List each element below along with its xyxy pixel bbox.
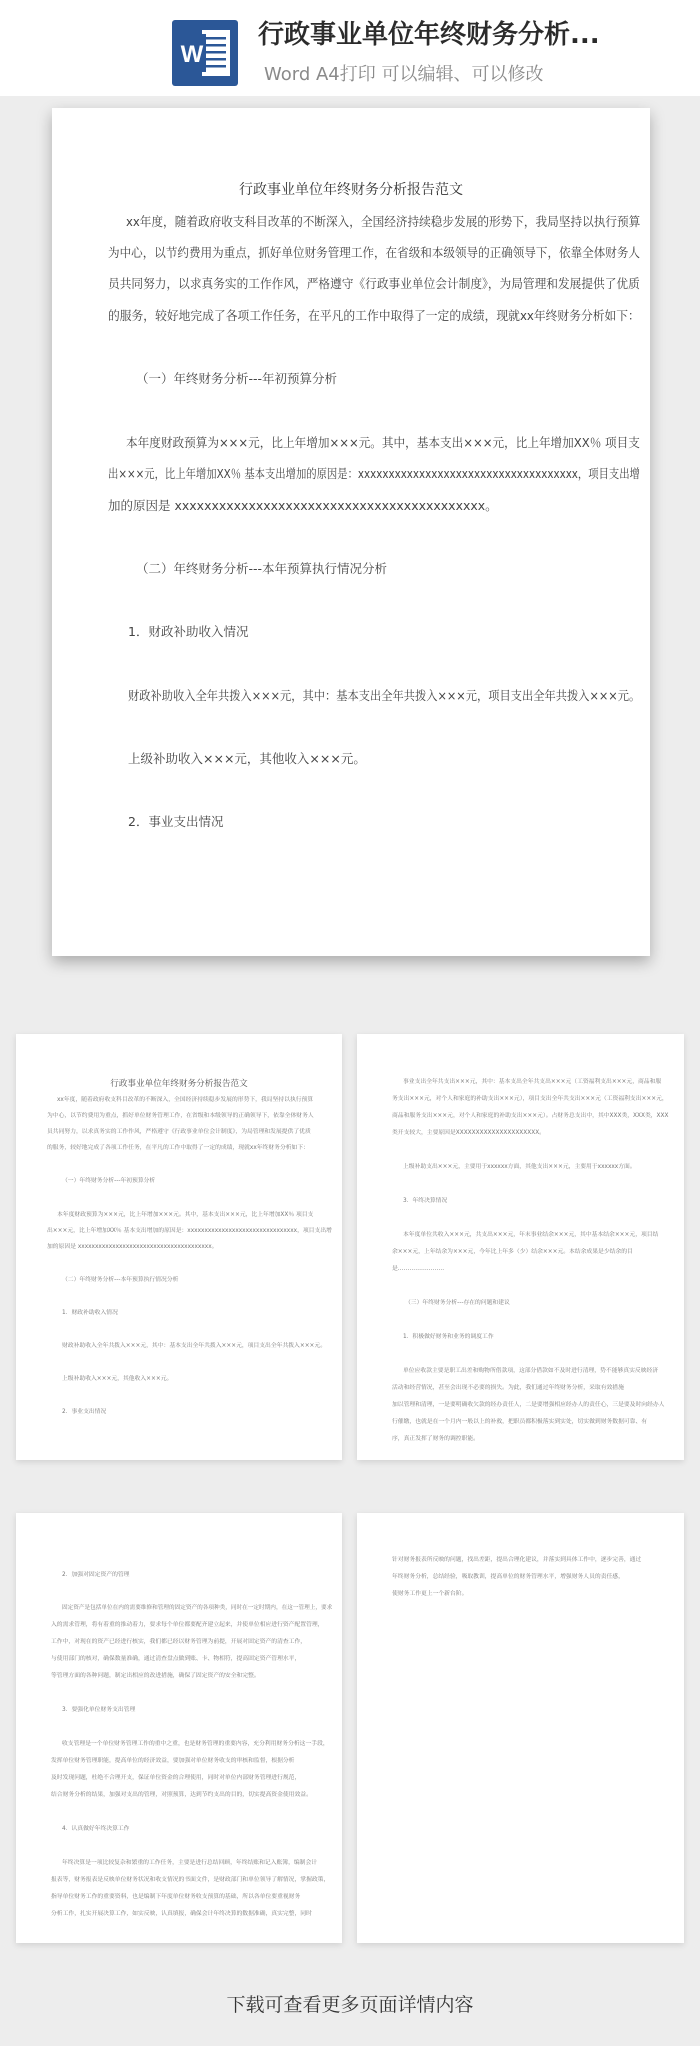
thumbnail-page-4 [357, 1513, 684, 1943]
thumbnail-line: 入的需求管理，将有着重的推动着力，要求每个单位都要配齐建立起来，并使单位相应进行资产配置管理， [51, 1622, 324, 1628]
thumbnail-line: 2．加强对固定资产的管理 [62, 1572, 130, 1578]
thumbnail-page-2 [357, 1034, 684, 1460]
thumbnail-line: 使财务工作更上一个新台阶。 [392, 1591, 468, 1597]
thumbnail-line: 单位应收款主要是职工出差和购物所借款项，这部分借款如不及时进行清理，势不能够真实反映经济 [403, 1368, 659, 1374]
thumbnail-line: 及时发现问题，杜绝不合理开支，保证单位资金的合理使用，同时对单位内部财务管理进行规范， [51, 1775, 301, 1781]
thumbnail-line: （一）年终财务分析---年初预算分析 [62, 1178, 156, 1184]
thumbnail-line: xx年度，随着政府收支科目改革的不断深入，全国经济持续稳步发展的形势下，我局坚持以执行预算 [57, 1097, 314, 1103]
section-heading: （一）年终财务分析---年初预算分析 [136, 371, 338, 386]
thumbnail-line: 4．认真做好年终决算工作 [62, 1826, 130, 1832]
thumbnail-line: 等管理方面的各种问题，制定出相应的改进措施，确保了固定资产的安全和完整。 [51, 1673, 260, 1679]
thumbnail-line: 余×××元，上年结余为×××元，今年比上年多（少）结余×××元。本结余成果是少结余的目 [392, 1249, 633, 1255]
thumbnail-line: （二）年终财务分析---本年预算执行情况分析 [62, 1277, 179, 1283]
thumbnail-line: 固定资产是包括单位在内的需要维修和管理的固定资产的各项种类，同时在一定时期内，在这一管理上，要求 [62, 1605, 333, 1611]
thumbnail-line: 1．积极做好财务和业务的调度工作 [403, 1334, 494, 1340]
subsection-heading: 1．财政补助收入情况 [128, 624, 249, 639]
thumbnail-line: 报表等，财务报表是反映单位财务状况和收支情况的书面文件，是财政部门和单位领导了解情况，掌握政策， [51, 1877, 330, 1883]
paragraph-line: 的服务，较好地完成了各项工作任务，在平凡的工作中取得了一定的成绩，现就xx年终财务分析如下： [108, 308, 640, 323]
thumbnail-line: 1．财政补助收入情况 [62, 1310, 118, 1316]
page-title: 行政事业单位年终财务分析报告范文 [239, 182, 463, 198]
thumbnail-line: 员共同努力，以求真务实的工作作风，严格遵守《行政事业单位会计制度》，为局管理和发展提供了优质 [47, 1129, 311, 1135]
thumbnail-line: 指导单位财务工作的重要资料，也是编制下年度单位财务收支预算的基础，所以各单位要重视财务 [51, 1894, 301, 1900]
thumbnail-page-3 [16, 1513, 342, 1943]
thumbnail-line: 收支管理是一个单位财务管理工作的重中之重，也是财务管理的重要内容，充分利用财务分析这一手段， [62, 1741, 329, 1747]
document-title: 行政事业单位年终财务分析... [258, 20, 600, 50]
thumbnail-line: 针对财务报表所反映的问题，找出差距，提出合理化建议，并落实到具体工作中，逐步完善，通过 [392, 1557, 642, 1563]
thumbnail-line: 本年度财政预算为×××元，比上年增加×××元。其中，基本支出×××元，比上年增加XX％ 项目支 [57, 1212, 314, 1218]
thumbnail-line: 3．要强化单位财务支出管理 [62, 1707, 136, 1713]
paragraph-line: 财政补助收入全年共拨入×××元，其中：基本支出全年共拨入×××元，项目支出全年共拨入×××元。 [128, 688, 641, 703]
main-page-preview [52, 108, 650, 956]
thumbnail-line: 工作中，对现在的资产已经进行核实，我们都已经以财务管理为前提，开展对固定资产的清查工作， [51, 1639, 307, 1645]
paragraph-line: xx年度，随着政府收支科目改革的不断深入，全国经济持续稳步发展的形势下，我局坚持以执行预算 [126, 214, 641, 229]
thumbnail-line: 行催缴，也就是在一个月内一般以上的补救，把职员都积极落实到实处，切实做到财务数据可靠、有 [392, 1419, 648, 1425]
document-subtitle: Word A4打印 可以编辑、可以修改 [264, 64, 544, 85]
thumbnail-line: 年终财务分析，总结经验，吸取教训，提高单位的财务管理水平，增强财务人员的责任感， [392, 1574, 624, 1580]
thumbnail-line: 3．年终决算情况 [403, 1198, 448, 1204]
thumbnail-line: 序，真正发挥了财务的调控职能。 [392, 1436, 479, 1442]
paragraph-line: 为中心，以节约费用为重点，抓好单位财务管理工作，在省级和本级领导的正确领导下，依靠全体财务人 [108, 245, 641, 260]
thumbnail-line: 上级补助支出×××元，主要用于xxxxxx方面，其他支出×××元，主要用于xxxxxx方面。 [403, 1164, 636, 1170]
word-icon-letter: W [180, 41, 204, 68]
paragraph-line: 加的原因是 xxxxxxxxxxxxxxxxxxxxxxxxxxxxxxxxxxxxxxxxxx。 [108, 498, 498, 513]
thumbnail-line: 为中心，以节约费用为重点，抓好单位财务管理工作，在省级和本级领导的正确领导下，依靠全体财务人 [47, 1113, 314, 1119]
thumbnail-line: 分析工作，扎实开展决算工作，如实反映，认真填报，确保会计年终决算的数据准确，真实完整，同时 [51, 1911, 312, 1917]
thumbnail-line: 与使用部门的核对，确保数量准确，通过清查盘点做到账、卡、物相符，提高固定资产管理水平， [51, 1656, 301, 1662]
paragraph-line: 员共同努力，以求真务实的工作作风，严格遵守《行政事业单位会计制度》，为局管理和发展提供了优质 [108, 276, 640, 291]
word-document-icon [172, 20, 238, 86]
thumbnail-line: 务支出×××元，对个人和家庭的补助支出×××元），项目支出全年共支出×××元（工资福利支出×××元， [392, 1096, 668, 1102]
subsection-heading: 2．事业支出情况 [128, 814, 224, 829]
thumbnail-line: 结合财务分析的结果，加强对支出的管理，对照预算，达到节约支出的目的，切实提高资金使用效益。 [51, 1792, 312, 1798]
paragraph-line: 出×××元，比上年增加XX％ 基本支出增加的原因是：xxxxxxxxxxxxxxxxxxxxxxxxxxxxxxxxxxxx，项目支出增 [108, 466, 640, 481]
thumbnail-line: 年终决算是一项比较复杂和繁重的工作任务，主要是进行总结回顾，年终结账和记入账簿，编制会计 [62, 1860, 318, 1866]
paragraph-line: 上级补助收入×××元，其他收入×××元。 [128, 751, 366, 766]
thumbnail-page-1 [16, 1034, 342, 1460]
thumbnail-line: 的服务，较好地完成了各项工作任务，在平凡的工作中取得了一定的成绩，现就xx年终财务分析如下： [47, 1145, 309, 1151]
thumbnail-line: 财政补助收入全年共拨入×××元，其中：基本支出全年共拨入×××元，项目支出全年共拨入×××元。 [62, 1343, 326, 1349]
thumbnail-line: 上级补助收入×××元，其他收入×××元。 [62, 1376, 173, 1382]
thumbnail-line: 活动和经营情况，甚至会出现不必要的损失。为此，我们通过年终财务分析，采取有效措施 [392, 1385, 624, 1391]
thumbnail-line: 发挥单位财务管理职能，提高单位的经济效益，要加强对单位财务收支的审核和监督，根据分析 [51, 1758, 295, 1764]
thumbnail-title: 行政事业单位年终财务分析报告范文 [110, 1079, 248, 1089]
thumbnail-line: 加的原因是 xxxxxxxxxxxxxxxxxxxxxxxxxxxxxxxxxxxxxxx。 [47, 1244, 218, 1250]
thumbnail-line: 加以管理和清理，一是要明确收欠款的经办责任人，二是要增强相应经办人的责任心，三是要及时向经办人 [392, 1402, 665, 1408]
thumbnail-line: 事业支出全年共支出×××元，其中：基本支出全年共支出×××元（工资福利支出×××元，商品和服 [403, 1079, 662, 1085]
thumbnail-line: 类开支较大，主要原因是XXXXXXXXXXXXXXXXXXXXX。 [392, 1130, 545, 1136]
thumbnail-line: 出×××元，比上年增加XX％ 基本支出增加的原因是：xxxxxxxxxxxxxxxxxxxxxxxxxxxxxxxx，项目支出增 [47, 1228, 332, 1234]
header-banner [0, 0, 700, 96]
thumbnail-line: 本年度单位共收入×××元，共支出×××元，年末事业结余×××元，其中基本结余×××元，项目结 [403, 1232, 659, 1238]
section-heading: （二）年终财务分析---本年预算执行情况分析 [136, 561, 388, 576]
thumbnail-line: 是…………………… [392, 1266, 445, 1272]
paragraph-line: 本年度财政预算为×××元，比上年增加×××元。其中，基本支出×××元，比上年增加XX％ 项目支 [126, 435, 640, 450]
thumbnail-line: 商品和服务支出×××元，对个人和家庭的补助支出×××元）。占财务总支出中，其中XXX类，XXX类，XXX [392, 1113, 669, 1119]
thumbnail-line: （三）年终财务分析---存在的问题和建议 [405, 1300, 510, 1306]
download-more-prompt[interactable]: 下载可查看更多页面详情内容 [226, 1994, 474, 2016]
thumbnail-line: 2．事业支出情况 [62, 1409, 107, 1415]
